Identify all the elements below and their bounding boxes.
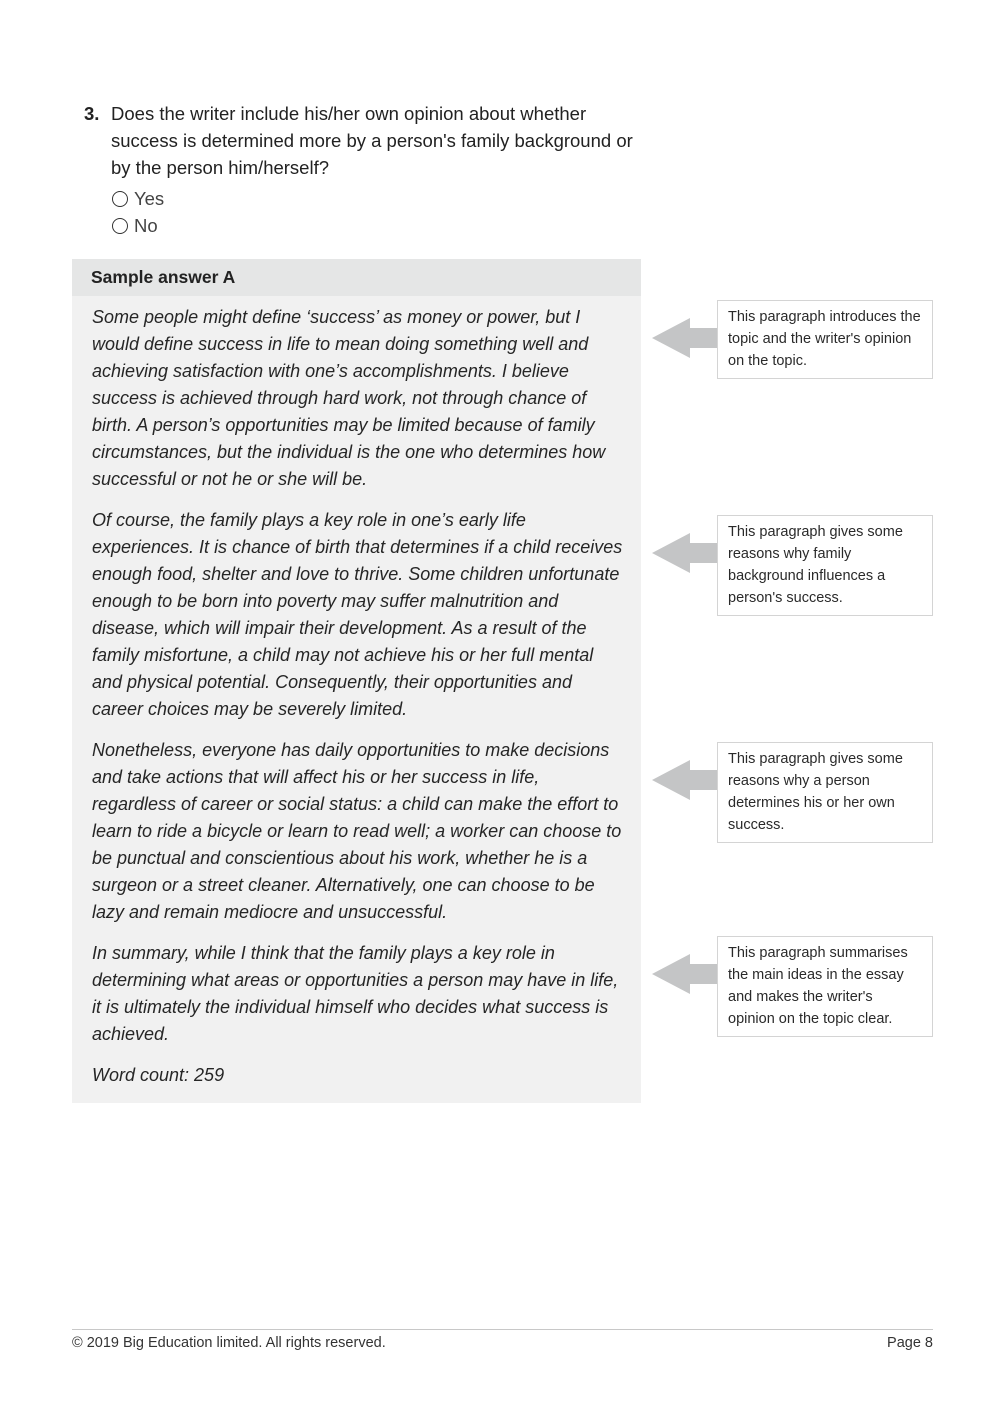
essay-paragraph-2: Of course, the family plays a key role in one’s early life experiences. It is chance of birth that determines if a child receives enough food, shelter and love to thrive. Some children unfortunate enough to be born into poverty may suffer malnutrition and disease, which will impair their development. As a result of the family misfortune, a child may not achieve his or her full mental and physical potential. Consequently, their opportunities and career choices may be severely limited. <box>92 510 623 719</box>
essay-paragraph-1: Some people might define ‘success’ as money or power, but I would define success in life to mean doing something well and achieving satisfaction with one’s accomplishments. I believe success is achieved through hard work, not through chance of birth. A person’s opportunities may be limited because of family circumstances, but the individual is the one who determines how successful or not he or she will be. <box>92 307 606 489</box>
annotation-note: This paragraph gives some reasons why a person determines his or her own success. <box>717 742 933 843</box>
radio-button-icon[interactable] <box>112 218 128 234</box>
question-text: Does the writer include his/her own opinion about whether success is determined more by a person's family background or by the person him/herself? <box>111 103 633 178</box>
left-arrow-icon <box>652 318 718 358</box>
left-arrow-icon <box>652 533 718 573</box>
footer-divider <box>72 1329 933 1330</box>
sample-answer-box <box>72 259 641 1103</box>
sample-answer-body <box>72 296 641 1089</box>
left-arrow-icon <box>652 954 718 994</box>
option-label: No <box>134 215 158 236</box>
annotation-note: This paragraph gives some reasons why family background influences a person's success. <box>717 515 933 616</box>
option-yes[interactable] <box>112 185 644 212</box>
page-number: Page 8 <box>887 1335 933 1351</box>
option-label: Yes <box>134 188 165 209</box>
essay-paragraph-4: In summary, while I think that the family plays a key role in determining what areas or opportunities a person may have in life, it is ultimately the individual himself who decides what success is achieved. <box>92 943 619 1044</box>
answer-options <box>112 185 644 239</box>
annotation-note: This paragraph introduces the topic and the writer's opinion on the topic. <box>717 300 933 379</box>
word-count: Word count: 259 <box>92 1065 225 1085</box>
question-3 <box>84 100 644 239</box>
essay-paragraph-3: Nonetheless, everyone has daily opportunities to make decisions and take actions that will affect his or her success in life, regardless of career or social status: a child can make the effort to learn to ride a bicycle or learn to read well; a worker can choose to be punctual and conscientious about his work, whether he is a surgeon or a street cleaner. Alternatively, one can choose to be lazy and remain mediocre and unsuccessful. <box>92 740 622 922</box>
question-number: 3. <box>84 103 100 124</box>
annotation-note: This paragraph summarises the main ideas in the essay and makes the writer's opinion on the topic clear. <box>717 936 933 1037</box>
sample-answer-title: Sample answer A <box>72 259 641 296</box>
left-arrow-icon <box>652 760 718 800</box>
footer-copyright: © 2019 Big Education limited. All rights reserved. <box>72 1335 386 1351</box>
radio-button-icon[interactable] <box>112 191 128 207</box>
option-no[interactable] <box>112 212 644 239</box>
